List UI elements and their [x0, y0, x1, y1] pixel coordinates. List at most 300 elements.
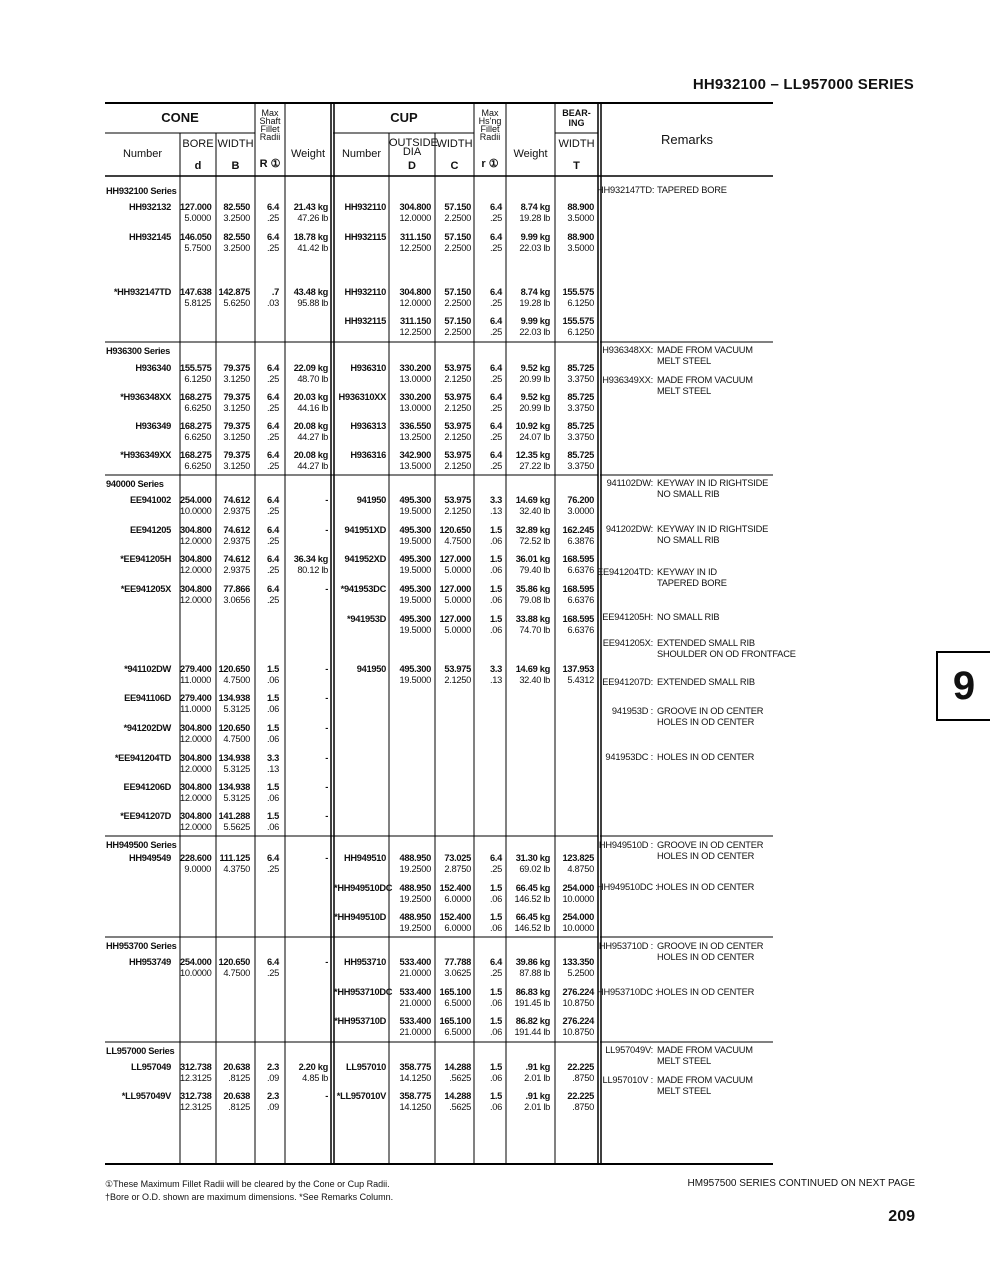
cone-bore-in: 12.0000	[180, 764, 212, 774]
cup-od: 495.300	[399, 554, 431, 564]
cup-radius: 6.4	[489, 853, 502, 863]
series-label: H936300 Series	[106, 346, 171, 356]
cone-bore: 312.738	[180, 1091, 212, 1101]
cup-weight-lb: 146.52 lb	[514, 894, 550, 904]
cone-radius: 6.4	[266, 421, 279, 431]
cone-bore: 304.800	[180, 584, 212, 594]
remark-entry	[597, 677, 755, 688]
series-label: 940000 Series	[106, 479, 164, 489]
cup-od: 358.775	[399, 1062, 431, 1072]
cup-radius-in: .06	[489, 1073, 502, 1083]
cone-weight-lb: 80.12 lb	[297, 565, 328, 575]
remark-entry	[597, 524, 768, 546]
cup-weight: 9.52 kg	[520, 392, 550, 402]
cup-od: 488.950	[399, 883, 431, 893]
cup-radius: 1.5	[489, 1091, 502, 1101]
bearing-width: 88.900	[567, 202, 594, 212]
cone-width-in: 5.3125	[223, 704, 250, 714]
cup-number: *HH953710D	[334, 1016, 386, 1026]
remark-text: MADE FROM VACUUM	[657, 1045, 753, 1055]
cup-weight: 14.69 kg	[515, 495, 550, 505]
remark-entry	[597, 375, 753, 397]
bearing-width-in: 10.8750	[562, 1027, 594, 1037]
cup-width: 127.000	[439, 554, 471, 564]
cup-od: 330.200	[399, 392, 431, 402]
cone-radius: 3.3	[266, 753, 279, 763]
cup-width-in: 6.5000	[444, 1027, 471, 1037]
cup-width-in: 5.0000	[444, 625, 471, 635]
cup-width: 120.650	[439, 525, 471, 535]
cone-number: H936349	[135, 421, 171, 431]
cone-bore: 168.275	[180, 392, 212, 402]
cone-width: 79.375	[223, 450, 250, 460]
bearing-width: 155.575	[562, 316, 594, 326]
cup-od-in: 13.2500	[399, 432, 431, 442]
cup-od: 304.800	[399, 202, 431, 212]
series-label: LL957000 Series	[106, 1046, 175, 1056]
remark-text: HOLES IN OD CENTER	[657, 851, 755, 861]
cone-bore-in: 6.6250	[184, 403, 211, 413]
remark-entry	[597, 638, 796, 660]
cup-width: 127.000	[439, 614, 471, 624]
cup-od: 495.300	[399, 664, 431, 674]
cone-width: 20.638	[223, 1091, 250, 1101]
cup-radius-in: .25	[489, 213, 502, 223]
cone-width-in: 5.5625	[223, 822, 250, 832]
cone-weight-lb: 41.42 lb	[297, 243, 328, 253]
cup-radius-in: .06	[489, 1102, 502, 1112]
cone-width: 20.638	[223, 1062, 250, 1072]
remark-entry	[597, 612, 719, 623]
cup-radius: 6.4	[489, 363, 502, 373]
cup-width: 53.975	[444, 421, 471, 431]
cone-bore: 304.800	[180, 554, 212, 564]
remark-key: HH932147TD:	[597, 185, 655, 195]
cup-od-in: 19.5000	[399, 536, 431, 546]
cone-width-in: 4.3750	[223, 864, 250, 874]
remark-entry	[597, 706, 763, 728]
cone-bore-in: 6.6250	[184, 461, 211, 471]
cone-width-in: 3.2500	[223, 213, 250, 223]
cone-number: EE941206D	[123, 782, 171, 792]
cup-radius-in: .06	[489, 998, 502, 1008]
cup-number: *941953DC	[340, 584, 386, 594]
header-max-hsng: Max Hs'ng Fillet Radii	[478, 108, 502, 142]
cone-radius: 6.4	[266, 853, 279, 863]
remark-text: EXTENDED SMALL RIB	[657, 677, 755, 687]
cone-number: *HH932147TD	[113, 287, 171, 297]
cup-weight-lb: 22.03 lb	[519, 327, 550, 337]
remark-key: HH953710D :	[598, 941, 653, 951]
cup-weight-lb: 24.07 lb	[519, 432, 550, 442]
bearing-width: 85.725	[567, 450, 594, 460]
cone-weight-lb: 48.70 lb	[297, 374, 328, 384]
cone-radius: 6.4	[266, 957, 279, 967]
cup-number: *HH949510DC	[334, 883, 393, 893]
remark-text: EXTENDED SMALL RIB	[657, 638, 755, 648]
cup-width: 73.025	[444, 853, 471, 863]
cone-radius: 6.4	[266, 450, 279, 460]
cup-od-in: 19.5000	[399, 675, 431, 685]
cup-width: 165.100	[439, 1016, 471, 1026]
bearing-width-in: 6.6376	[567, 565, 594, 575]
cup-weight-lb: 2.01 lb	[524, 1073, 550, 1083]
cup-weight-lb: 79.08 lb	[519, 595, 550, 605]
cone-bore-in: 12.0000	[180, 734, 212, 744]
cup-od-in: 21.0000	[399, 1027, 431, 1037]
cone-bore-in: 5.7500	[184, 243, 211, 253]
cup-od-in: 21.0000	[399, 968, 431, 978]
footnote-2: †Bore or O.D. shown are maximum dimensions. *See Remarks Column.	[105, 1192, 394, 1202]
cup-radius: 6.4	[489, 316, 502, 326]
cup-width: 53.975	[444, 363, 471, 373]
footnote-1: ①These Maximum Fillet Radii will be cleared by the Cone or Cup Radii.	[105, 1179, 390, 1189]
remark-text: HOLES IN OD CENTER	[657, 952, 755, 962]
cup-od-in: 13.0000	[399, 374, 431, 384]
cone-radius-in: .25	[266, 432, 279, 442]
cone-weight: 22.09 kg	[293, 363, 328, 373]
cone-width-in: 3.1250	[223, 432, 250, 442]
bearing-width-in: 6.6376	[567, 595, 594, 605]
cup-od-in: 13.0000	[399, 403, 431, 413]
cone-weight: 43.48 kg	[293, 287, 328, 297]
cone-number: *941102DW	[124, 664, 171, 674]
cone-radius: 6.4	[266, 232, 279, 242]
cup-od-in: 19.2500	[399, 864, 431, 874]
cup-od-in: 19.5000	[399, 565, 431, 575]
remark-text: KEYWAY IN ID RIGHTSIDE	[657, 478, 769, 488]
remark-text: HOLES IN OD CENTER	[657, 987, 755, 997]
cone-number: *H936348XX	[120, 392, 171, 402]
cup-radius: 1.5	[489, 1062, 502, 1072]
bearing-width: 168.595	[562, 614, 594, 624]
header-cup-weight: Weight	[513, 148, 548, 160]
cup-od: 336.550	[399, 421, 431, 431]
cup-od-in: 21.0000	[399, 998, 431, 1008]
cone-number: *LL957049V	[121, 1091, 171, 1101]
cup-radius: 6.4	[489, 421, 502, 431]
cone-weight-lb: 4.85 lb	[302, 1073, 328, 1083]
cup-radius: 6.4	[489, 287, 502, 297]
remark-key: HH953710DC :	[597, 987, 658, 997]
bearing-width-in: 6.6376	[567, 625, 594, 635]
cone-radius: 6.4	[266, 202, 279, 212]
cup-weight: 86.83 kg	[515, 987, 550, 997]
cone-width: 134.938	[218, 782, 250, 792]
cup-width-in: 3.0625	[444, 968, 471, 978]
cone-width-in: 5.3125	[223, 793, 250, 803]
bearing-width-in: 3.3750	[567, 432, 594, 442]
cup-radius-in: .06	[489, 923, 502, 933]
cup-number: 941951XD	[344, 525, 386, 535]
bearing-width: 123.825	[562, 853, 594, 863]
cone-bore-in: 12.0000	[180, 595, 212, 605]
remark-entry	[597, 1075, 753, 1097]
cone-width: 120.650	[218, 957, 250, 967]
bearing-width: 162.245	[562, 525, 594, 535]
cone-width-in: .8125	[228, 1073, 250, 1083]
remark-text: NO SMALL RIB	[657, 535, 720, 545]
cup-radius-in: .25	[489, 298, 502, 308]
cone-radius: 6.4	[266, 495, 279, 505]
bearing-width: 22.225	[567, 1091, 594, 1101]
bearing-width: 76.200	[567, 495, 594, 505]
cone-number: HH932132	[128, 202, 171, 212]
cone-radius-in: .09	[266, 1102, 279, 1112]
cup-radius: 1.5	[489, 584, 502, 594]
cone-weight: 2.20 kg	[298, 1062, 328, 1072]
cone-weight: -	[325, 811, 328, 821]
remark-text: MADE FROM VACUUM	[657, 375, 753, 385]
cup-weight-lb: 20.99 lb	[519, 374, 550, 384]
cone-bore-in: 12.0000	[180, 565, 212, 575]
cup-weight-lb: 146.52 lb	[514, 923, 550, 933]
cup-weight-lb: 19.28 lb	[519, 213, 550, 223]
cone-bore: 304.800	[180, 782, 212, 792]
cone-number: LL957049	[131, 1062, 171, 1072]
bearing-width-in: 3.5000	[567, 213, 594, 223]
cone-width-in: 2.9375	[223, 536, 250, 546]
cone-radius-in: .09	[266, 1073, 279, 1083]
cone-bore: 127.000	[180, 202, 212, 212]
remark-text: GROOVE IN OD CENTER	[657, 840, 764, 850]
bearing-width: 133.350	[562, 957, 594, 967]
remark-entry	[597, 185, 727, 196]
remark-text: NO SMALL RIB	[657, 489, 720, 499]
cup-radius: 1.5	[489, 525, 502, 535]
bearing-width: 22.225	[567, 1062, 594, 1072]
cone-bore-in: 12.0000	[180, 822, 212, 832]
cone-weight: -	[325, 723, 328, 733]
cone-radius-in: .25	[266, 461, 279, 471]
remark-entry	[597, 567, 727, 589]
cup-radius-in: .06	[489, 565, 502, 575]
cone-radius-in: .06	[266, 734, 279, 744]
header-C: C	[450, 160, 459, 172]
series-label: HH949500 Series	[106, 840, 177, 850]
cone-width-in: 4.7500	[223, 734, 250, 744]
cone-weight: 36.34 kg	[293, 554, 328, 564]
cone-weight-lb: 95.88 lb	[297, 298, 328, 308]
cup-od: 304.800	[399, 287, 431, 297]
cup-radius-in: .25	[489, 968, 502, 978]
cone-width: 134.938	[218, 693, 250, 703]
cup-radius-in: .06	[489, 595, 502, 605]
cone-bore-in: 12.0000	[180, 536, 212, 546]
cup-width-in: 6.0000	[444, 894, 471, 904]
remark-text: KEYWAY IN ID	[657, 567, 717, 577]
cup-width-in: 2.1250	[444, 374, 471, 384]
cup-width-in: 2.2500	[444, 327, 471, 337]
remark-text: MELT STEEL	[657, 1086, 711, 1096]
cone-width: 142.875	[218, 287, 250, 297]
cone-bore-in: 9.0000	[184, 864, 211, 874]
cup-od: 495.300	[399, 525, 431, 535]
cone-weight-lb: 44.16 lb	[297, 403, 328, 413]
cup-radius: 1.5	[489, 883, 502, 893]
bearing-width: 85.725	[567, 421, 594, 431]
cup-weight-lb: 2.01 lb	[524, 1102, 550, 1112]
remark-text: HOLES IN OD CENTER	[657, 717, 755, 727]
cup-width-in: 5.0000	[444, 565, 471, 575]
remark-key: LL957010V :	[602, 1075, 653, 1085]
remark-entry	[597, 987, 754, 998]
page-title: HH932100 – LL957000 SERIES	[692, 76, 914, 93]
cup-od: 495.300	[399, 495, 431, 505]
cone-number: H936340	[135, 363, 171, 373]
remark-key: EE941205X:	[602, 638, 653, 648]
cup-weight-lb: 74.70 lb	[519, 625, 550, 635]
bearing-width: 137.953	[562, 664, 594, 674]
remark-entry	[597, 840, 763, 862]
remark-entry	[597, 1045, 753, 1067]
cup-width-in: 2.8750	[444, 864, 471, 874]
cone-bore: 304.800	[180, 525, 212, 535]
cone-radius: 1.5	[266, 723, 279, 733]
cone-number: *941202DW	[123, 723, 171, 733]
cone-weight: -	[325, 782, 328, 792]
cone-radius-in: .25	[266, 403, 279, 413]
bearing-width: 254.000	[562, 883, 594, 893]
cup-radius: 3.3	[489, 664, 502, 674]
header-R: R ①	[259, 158, 281, 170]
bearing-width: 155.575	[562, 287, 594, 297]
cup-weight: 10.92 kg	[515, 421, 550, 431]
cup-width-in: 6.5000	[444, 998, 471, 1008]
bearing-width: 276.224	[562, 987, 594, 997]
remark-text: MADE FROM VACUUM	[657, 345, 753, 355]
cone-width-in: 3.1250	[223, 374, 250, 384]
cone-bore: 279.400	[180, 693, 212, 703]
cup-number: *LL957010V	[336, 1091, 386, 1101]
cup-radius: 1.5	[489, 614, 502, 624]
cone-width: 79.375	[223, 421, 250, 431]
cone-weight: 20.08 kg	[293, 421, 328, 431]
cone-width: 74.612	[223, 554, 250, 564]
cup-radius: 6.4	[489, 450, 502, 460]
cup-weight-lb: 87.88 lb	[519, 968, 550, 978]
cone-weight: 20.03 kg	[293, 392, 328, 402]
cup-width: 57.150	[444, 232, 471, 242]
cone-radius: 6.4	[266, 584, 279, 594]
cup-weight: .91 kg	[525, 1091, 550, 1101]
cone-radius-in: .03	[266, 298, 279, 308]
series-label: HH932100 Series	[106, 186, 177, 196]
cup-radius: 6.4	[489, 202, 502, 212]
cone-weight: -	[325, 753, 328, 763]
cone-radius: 6.4	[266, 392, 279, 402]
cone-bore: 168.275	[180, 450, 212, 460]
cup-radius: 1.5	[489, 987, 502, 997]
cone-bore-in: 12.3125	[180, 1073, 212, 1083]
cone-width: 77.866	[223, 584, 250, 594]
bearing-width-in: 10.8750	[562, 998, 594, 1008]
remark-key: LL957049V:	[605, 1045, 653, 1055]
cup-weight-lb: 19.28 lb	[519, 298, 550, 308]
cone-weight: 21.43 kg	[293, 202, 328, 212]
cup-width: 127.000	[439, 584, 471, 594]
cone-radius-in: .13	[266, 764, 279, 774]
cup-od-in: 19.5000	[399, 595, 431, 605]
remark-text: MADE FROM VACUUM	[657, 1075, 753, 1085]
header-d: d	[194, 160, 202, 172]
cup-weight: 8.74 kg	[520, 202, 550, 212]
cup-weight: 36.01 kg	[515, 554, 550, 564]
cone-radius-in: .25	[266, 565, 279, 575]
bearing-width-in: 3.3750	[567, 374, 594, 384]
cup-weight-lb: 22.03 lb	[519, 243, 550, 253]
cup-od: 488.950	[399, 912, 431, 922]
cone-radius-in: .25	[266, 213, 279, 223]
cone-width: 74.612	[223, 525, 250, 535]
cone-number: EE941205	[129, 525, 171, 535]
header-cup-number: Number	[341, 148, 382, 160]
cup-number: H936316	[350, 450, 386, 460]
cup-weight: 8.74 kg	[520, 287, 550, 297]
cone-number: EE941106D	[124, 693, 171, 703]
cone-number: *EE941205H	[120, 554, 171, 564]
cup-od-in: 13.5000	[399, 461, 431, 471]
cup-weight-lb: 79.40 lb	[519, 565, 550, 575]
cup-width-in: 2.1250	[444, 461, 471, 471]
cone-radius-in: .25	[266, 968, 279, 978]
cone-number: HH953749	[128, 957, 171, 967]
cone-weight: -	[325, 957, 328, 967]
cup-radius: 1.5	[489, 554, 502, 564]
cup-od: 342.900	[399, 450, 431, 460]
header-cup-width: WIDTH	[436, 138, 473, 150]
cone-bore: 155.575	[180, 363, 212, 373]
cup-od-in: 14.1250	[399, 1102, 431, 1112]
bearing-width-in: 3.5000	[567, 243, 594, 253]
cup-od: 311.150	[400, 232, 431, 242]
cone-number: *EE941204TD	[114, 753, 171, 763]
cone-weight: -	[325, 693, 328, 703]
cone-bore: 168.275	[180, 421, 212, 431]
header-B: B	[231, 160, 240, 172]
remark-key: HH949510D :	[598, 840, 653, 850]
cone-width-in: 4.7500	[223, 968, 250, 978]
cup-weight: 32.89 kg	[515, 525, 550, 535]
cup-width-in: 2.2500	[444, 298, 471, 308]
header-D: D	[408, 160, 416, 172]
cone-radius: 1.5	[266, 664, 279, 674]
cup-number: 941950	[356, 664, 386, 674]
cup-od-in: 12.0000	[399, 213, 431, 223]
cone-weight: -	[325, 1091, 328, 1101]
cup-radius-in: .06	[489, 625, 502, 635]
cone-width-in: 5.3125	[223, 764, 250, 774]
remark-text: MELT STEEL	[657, 386, 711, 396]
cup-od: 311.150	[400, 316, 431, 326]
cone-width-in: .8125	[228, 1102, 250, 1112]
remark-text: KEYWAY IN ID RIGHTSIDE	[657, 524, 769, 534]
cup-number: HH932115	[344, 316, 386, 326]
cup-number: H936310XX	[338, 392, 386, 402]
cup-weight-lb: 69.02 lb	[519, 864, 550, 874]
remark-key: H936348XX:	[602, 345, 653, 355]
cone-weight: -	[325, 525, 328, 535]
cone-radius: 1.5	[266, 693, 279, 703]
cup-width-in: 2.1250	[444, 432, 471, 442]
bearing-width-in: 6.1250	[567, 327, 594, 337]
header-bearing-width: WIDTH	[558, 138, 595, 150]
remark-entry	[597, 882, 754, 893]
remark-entry	[597, 941, 763, 963]
cup-weight: 9.52 kg	[520, 363, 550, 373]
cup-od: 533.400	[399, 987, 431, 997]
remark-key: H936349XX:	[602, 375, 653, 385]
